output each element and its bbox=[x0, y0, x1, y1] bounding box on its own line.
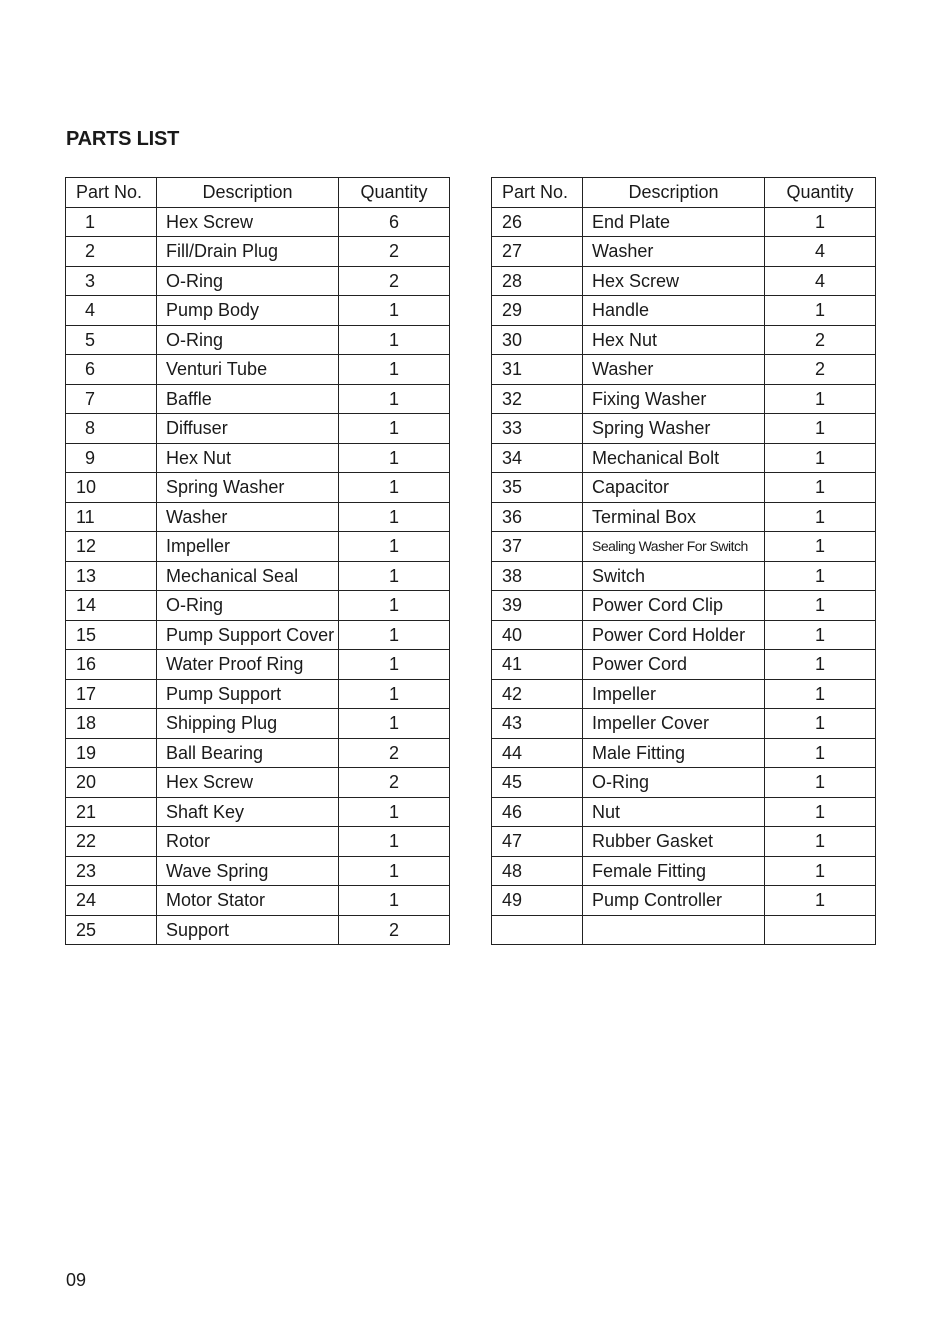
header-quantity: Quantity bbox=[339, 178, 450, 208]
quantity-cell: 1 bbox=[339, 502, 450, 532]
description-cell: Rotor bbox=[157, 827, 339, 857]
table-row bbox=[66, 856, 450, 886]
part-number-cell: 19 bbox=[66, 738, 157, 768]
description-cell: Pump Support Cover bbox=[157, 620, 339, 650]
table-row bbox=[492, 296, 876, 326]
quantity-cell: 1 bbox=[339, 827, 450, 857]
part-number-cell: 26 bbox=[492, 207, 583, 237]
part-number-cell: 46 bbox=[492, 797, 583, 827]
part-number-cell: 27 bbox=[492, 237, 583, 267]
part-number-cell: 1 bbox=[66, 207, 157, 237]
quantity-cell: 1 bbox=[765, 709, 876, 739]
description-cell: Motor Stator bbox=[157, 886, 339, 916]
quantity-cell: 1 bbox=[765, 591, 876, 621]
quantity-cell: 1 bbox=[339, 296, 450, 326]
quantity-cell: 1 bbox=[765, 797, 876, 827]
quantity-cell: 1 bbox=[339, 679, 450, 709]
quantity-cell: 1 bbox=[765, 827, 876, 857]
table-row bbox=[66, 473, 450, 503]
part-number-cell: 15 bbox=[66, 620, 157, 650]
table-row bbox=[492, 768, 876, 798]
quantity-cell: 1 bbox=[339, 591, 450, 621]
part-number-cell: 23 bbox=[66, 856, 157, 886]
description-cell: Switch bbox=[583, 561, 765, 591]
table-row bbox=[492, 886, 876, 916]
part-number-cell: 7 bbox=[66, 384, 157, 414]
table-row bbox=[66, 266, 450, 296]
part-number-cell: 31 bbox=[492, 355, 583, 385]
table-row bbox=[66, 915, 450, 945]
description-cell: Impeller bbox=[157, 532, 339, 562]
part-number-cell bbox=[492, 915, 583, 945]
page-title: PARTS LIST bbox=[66, 128, 180, 150]
table-row bbox=[492, 797, 876, 827]
description-cell: Female Fitting bbox=[583, 856, 765, 886]
table-row bbox=[492, 561, 876, 591]
table-row bbox=[492, 384, 876, 414]
part-number-cell: 39 bbox=[492, 591, 583, 621]
description-cell: Hex Nut bbox=[157, 443, 339, 473]
description-cell: Power Cord bbox=[583, 650, 765, 680]
table-row bbox=[492, 325, 876, 355]
description-cell: Mechanical Bolt bbox=[583, 443, 765, 473]
quantity-cell: 1 bbox=[765, 443, 876, 473]
quantity-cell: 1 bbox=[765, 473, 876, 503]
parts-table-left bbox=[65, 177, 450, 945]
part-number-cell: 49 bbox=[492, 886, 583, 916]
quantity-cell: 1 bbox=[339, 709, 450, 739]
table-row bbox=[492, 473, 876, 503]
description-cell: Diffuser bbox=[157, 414, 339, 444]
header-description: Description bbox=[157, 178, 339, 208]
quantity-cell: 1 bbox=[765, 768, 876, 798]
description-cell: End Plate bbox=[583, 207, 765, 237]
part-number-cell: 42 bbox=[492, 679, 583, 709]
description-cell: Pump Controller bbox=[583, 886, 765, 916]
table-row bbox=[492, 827, 876, 857]
quantity-cell: 2 bbox=[339, 768, 450, 798]
part-number-cell: 12 bbox=[66, 532, 157, 562]
description-cell: Power Cord Clip bbox=[583, 591, 765, 621]
table-row bbox=[66, 443, 450, 473]
description-cell: Hex Nut bbox=[583, 325, 765, 355]
part-number-cell: 10 bbox=[66, 473, 157, 503]
part-number-cell: 20 bbox=[66, 768, 157, 798]
description-cell: Pump Body bbox=[157, 296, 339, 326]
table-row bbox=[492, 591, 876, 621]
description-cell: O-Ring bbox=[157, 325, 339, 355]
quantity-cell: 1 bbox=[339, 650, 450, 680]
description-cell: Capacitor bbox=[583, 473, 765, 503]
page-number: 09 bbox=[66, 1270, 87, 1290]
description-cell: Hex Screw bbox=[583, 266, 765, 296]
table-row bbox=[66, 237, 450, 267]
table-row bbox=[492, 355, 876, 385]
table-row bbox=[66, 532, 450, 562]
table-row bbox=[492, 207, 876, 237]
part-number-cell: 25 bbox=[66, 915, 157, 945]
description-cell: Fill/Drain Plug bbox=[157, 237, 339, 267]
quantity-cell: 1 bbox=[765, 679, 876, 709]
description-cell: Male Fitting bbox=[583, 738, 765, 768]
quantity-cell: 1 bbox=[765, 561, 876, 591]
parts-table-right bbox=[491, 177, 876, 945]
table-row bbox=[492, 237, 876, 267]
description-cell: Hex Screw bbox=[157, 207, 339, 237]
description-cell: Fixing Washer bbox=[583, 384, 765, 414]
description-cell: Impeller Cover bbox=[583, 709, 765, 739]
quantity-cell: 1 bbox=[339, 443, 450, 473]
part-number-cell: 34 bbox=[492, 443, 583, 473]
part-number-cell: 14 bbox=[66, 591, 157, 621]
table-row bbox=[492, 443, 876, 473]
header-part-no: Part No. bbox=[492, 178, 583, 208]
part-number-cell: 38 bbox=[492, 561, 583, 591]
quantity-cell: 2 bbox=[339, 237, 450, 267]
quantity-cell: 1 bbox=[339, 561, 450, 591]
part-number-cell: 33 bbox=[492, 414, 583, 444]
table-row bbox=[492, 915, 876, 945]
table-row bbox=[66, 355, 450, 385]
part-number-cell: 41 bbox=[492, 650, 583, 680]
description-cell: Nut bbox=[583, 797, 765, 827]
quantity-cell: 1 bbox=[339, 355, 450, 385]
description-cell: Washer bbox=[583, 355, 765, 385]
description-cell: Washer bbox=[157, 502, 339, 532]
description-cell: Hex Screw bbox=[157, 768, 339, 798]
description-cell: Venturi Tube bbox=[157, 355, 339, 385]
part-number-cell: 47 bbox=[492, 827, 583, 857]
quantity-cell: 4 bbox=[765, 237, 876, 267]
quantity-cell: 1 bbox=[339, 532, 450, 562]
table-row bbox=[492, 679, 876, 709]
quantity-cell: 1 bbox=[765, 738, 876, 768]
part-number-cell: 40 bbox=[492, 620, 583, 650]
description-cell: Sealing Washer For Switch bbox=[583, 532, 765, 562]
table-row bbox=[492, 502, 876, 532]
table-row bbox=[492, 266, 876, 296]
part-number-cell: 24 bbox=[66, 886, 157, 916]
description-cell: Water Proof Ring bbox=[157, 650, 339, 680]
part-number-cell: 29 bbox=[492, 296, 583, 326]
header-description: Description bbox=[583, 178, 765, 208]
description-cell: O-Ring bbox=[157, 591, 339, 621]
part-number-cell: 6 bbox=[66, 355, 157, 385]
part-number-cell: 3 bbox=[66, 266, 157, 296]
quantity-cell: 1 bbox=[339, 325, 450, 355]
quantity-cell: 1 bbox=[765, 502, 876, 532]
part-number-cell: 30 bbox=[492, 325, 583, 355]
part-number-cell: 28 bbox=[492, 266, 583, 296]
part-number-cell: 17 bbox=[66, 679, 157, 709]
table-row bbox=[66, 384, 450, 414]
description-cell: Terminal Box bbox=[583, 502, 765, 532]
description-cell: Baffle bbox=[157, 384, 339, 414]
part-number-cell: 21 bbox=[66, 797, 157, 827]
table-row bbox=[66, 827, 450, 857]
header-quantity: Quantity bbox=[765, 178, 876, 208]
part-number-cell: 4 bbox=[66, 296, 157, 326]
table-row bbox=[66, 207, 450, 237]
part-number-cell: 8 bbox=[66, 414, 157, 444]
table-row bbox=[66, 296, 450, 326]
quantity-cell: 2 bbox=[765, 325, 876, 355]
part-number-cell: 13 bbox=[66, 561, 157, 591]
quantity-cell bbox=[765, 915, 876, 945]
table-header-row bbox=[66, 178, 450, 208]
part-number-cell: 43 bbox=[492, 709, 583, 739]
table-row bbox=[66, 561, 450, 591]
description-cell bbox=[583, 915, 765, 945]
description-cell: Wave Spring bbox=[157, 856, 339, 886]
description-cell: Shaft Key bbox=[157, 797, 339, 827]
description-cell: O-Ring bbox=[157, 266, 339, 296]
table-row bbox=[492, 738, 876, 768]
description-cell: Power Cord Holder bbox=[583, 620, 765, 650]
part-number-cell: 35 bbox=[492, 473, 583, 503]
description-cell: Washer bbox=[583, 237, 765, 267]
table-row bbox=[66, 591, 450, 621]
description-cell: Support bbox=[157, 915, 339, 945]
table-row bbox=[66, 709, 450, 739]
table-row bbox=[66, 325, 450, 355]
quantity-cell: 2 bbox=[339, 915, 450, 945]
quantity-cell: 6 bbox=[339, 207, 450, 237]
table-row bbox=[66, 620, 450, 650]
description-cell: Handle bbox=[583, 296, 765, 326]
quantity-cell: 1 bbox=[339, 414, 450, 444]
quantity-cell: 1 bbox=[339, 856, 450, 886]
table-row bbox=[66, 414, 450, 444]
table-row bbox=[492, 532, 876, 562]
quantity-cell: 4 bbox=[765, 266, 876, 296]
description-cell: Pump Support bbox=[157, 679, 339, 709]
quantity-cell: 1 bbox=[765, 620, 876, 650]
part-number-cell: 32 bbox=[492, 384, 583, 414]
table-row bbox=[66, 650, 450, 680]
quantity-cell: 1 bbox=[339, 620, 450, 650]
part-number-cell: 45 bbox=[492, 768, 583, 798]
quantity-cell: 1 bbox=[765, 856, 876, 886]
quantity-cell: 1 bbox=[765, 886, 876, 916]
table-row bbox=[492, 650, 876, 680]
parts-table-left-body bbox=[66, 207, 450, 945]
quantity-cell: 1 bbox=[765, 532, 876, 562]
description-cell: Shipping Plug bbox=[157, 709, 339, 739]
quantity-cell: 1 bbox=[765, 650, 876, 680]
table-row bbox=[492, 856, 876, 886]
header-part-no: Part No. bbox=[66, 178, 157, 208]
description-cell: O-Ring bbox=[583, 768, 765, 798]
part-number-cell: 11 bbox=[66, 502, 157, 532]
parts-table-right-body bbox=[492, 207, 876, 945]
quantity-cell: 1 bbox=[339, 797, 450, 827]
quantity-cell: 2 bbox=[339, 266, 450, 296]
part-number-cell: 36 bbox=[492, 502, 583, 532]
description-cell: Rubber Gasket bbox=[583, 827, 765, 857]
part-number-cell: 44 bbox=[492, 738, 583, 768]
table-row bbox=[66, 679, 450, 709]
part-number-cell: 9 bbox=[66, 443, 157, 473]
part-number-cell: 37 bbox=[492, 532, 583, 562]
table-header-row bbox=[492, 178, 876, 208]
part-number-cell: 18 bbox=[66, 709, 157, 739]
table-row bbox=[66, 797, 450, 827]
quantity-cell: 1 bbox=[339, 886, 450, 916]
part-number-cell: 48 bbox=[492, 856, 583, 886]
table-row bbox=[66, 768, 450, 798]
table-row bbox=[66, 502, 450, 532]
description-cell: Ball Bearing bbox=[157, 738, 339, 768]
part-number-cell: 22 bbox=[66, 827, 157, 857]
part-number-cell: 16 bbox=[66, 650, 157, 680]
part-number-cell: 2 bbox=[66, 237, 157, 267]
table-row bbox=[492, 414, 876, 444]
quantity-cell: 2 bbox=[765, 355, 876, 385]
part-number-cell: 5 bbox=[66, 325, 157, 355]
table-row bbox=[492, 620, 876, 650]
quantity-cell: 1 bbox=[339, 384, 450, 414]
quantity-cell: 1 bbox=[765, 207, 876, 237]
table-row bbox=[66, 886, 450, 916]
description-cell: Impeller bbox=[583, 679, 765, 709]
description-cell: Spring Washer bbox=[583, 414, 765, 444]
table-row bbox=[66, 738, 450, 768]
quantity-cell: 1 bbox=[765, 414, 876, 444]
description-cell: Spring Washer bbox=[157, 473, 339, 503]
quantity-cell: 1 bbox=[765, 384, 876, 414]
table-row bbox=[492, 709, 876, 739]
description-cell: Mechanical Seal bbox=[157, 561, 339, 591]
quantity-cell: 2 bbox=[339, 738, 450, 768]
quantity-cell: 1 bbox=[339, 473, 450, 503]
quantity-cell: 1 bbox=[765, 296, 876, 326]
